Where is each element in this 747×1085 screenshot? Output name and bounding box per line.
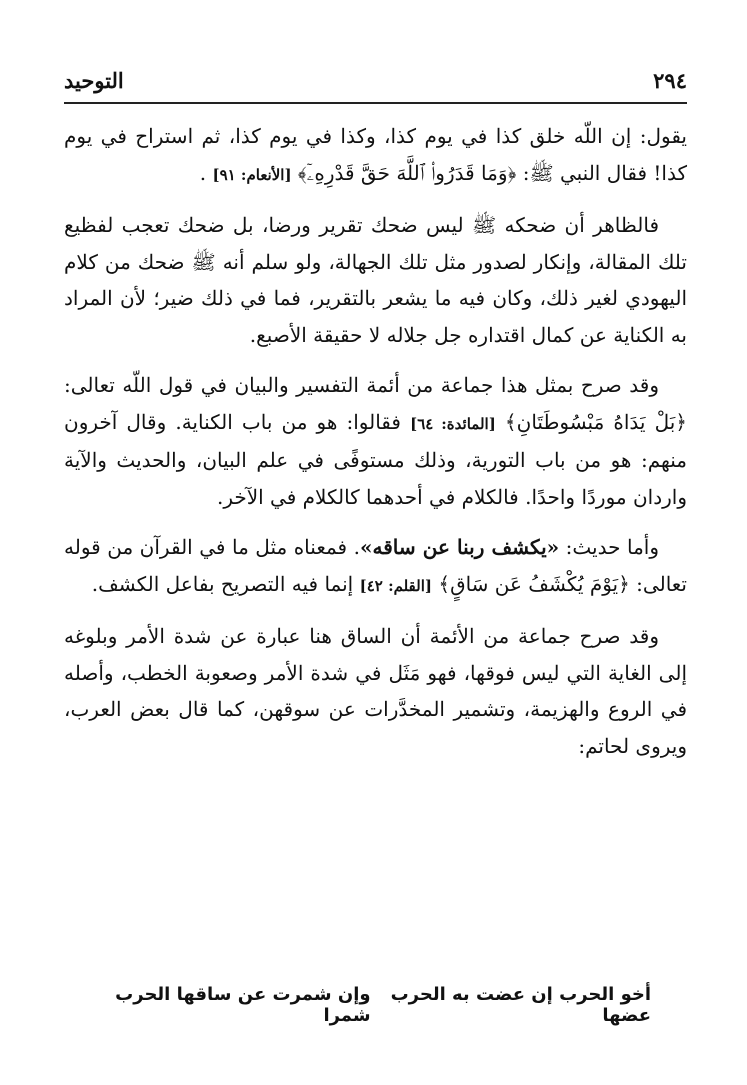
page-header — [64, 64, 687, 96]
hadith-quote: «يكشف ربنا عن ساقه» — [359, 535, 560, 559]
page-body — [64, 118, 687, 778]
text-segment — [496, 410, 505, 434]
running-title: التوحيد — [64, 67, 124, 93]
text-segment: إنما فيه التصريح بفاعل الكشف. — [91, 571, 360, 596]
verse-reference: [القلم: ٤٢] — [359, 576, 432, 595]
paragraph-5 — [64, 618, 687, 764]
quran-verse: ﴿وَمَا قَدَرُوا۟ ٱللَّهَ حَقَّ قَدْرِهِۦٓ﴾ — [297, 160, 517, 185]
text-segment: وقد صرح جماعة من الأئمة أن الساق هنا عبارة عن شدة الأمر وبلوغه إلى الغاية التي ليس فوقها، فهو مَثَل في شدة الأمر وصعوبة الخطب، وأصله في الروع والهزيمة، وتشمير المخدَّرات عن سوقهن، كما قال بعض العرب، ويروى لحاتم: — [64, 624, 687, 758]
paragraph-3 — [64, 367, 687, 515]
page-number: ٢٩٤ — [653, 67, 687, 93]
paragraph-4 — [64, 529, 687, 604]
poem-second-hemistich: وإن شمرت عن ساقها الحرب شمرا — [115, 984, 371, 1026]
text-segment: وقد صرح بمثل هذا جماعة من أئمة التفسير والبيان في قول اللّه تعالى: — [64, 373, 659, 397]
verse-reference: [المائدة: ٦٤] — [410, 414, 496, 433]
poem-verse — [96, 984, 651, 1026]
paragraph-1 — [64, 118, 687, 193]
text-segment: يقول: إن اللّه خلق كذا في يوم كذا، وكذا في يوم كذا، ثم استراح في يوم كذا! فقال النبي ﷺ: — [64, 124, 687, 185]
paragraph-2 — [64, 207, 687, 353]
text-segment: وأما حديث: — [559, 535, 659, 559]
text-segment: فالظاهر أن ضحكه ﷺ ليس ضحك تقرير ورضا، بل ضحك تعجب لفظيع تلك المقالة، وإنكار لصدور مثل تلك الجهالة، ولو سلم أنه ﷺ ضحك من كلام اليهودي لغير ذلك، وكان فيه ما يشعر بالتقرير، فما في ذلك ضير؛ لأن المراد به الكناية عن كمال اقتداره جل جلاله لا حقيقة الأصبع. — [64, 213, 687, 347]
text-segment: . — [199, 160, 213, 185]
quran-verse: ﴿بَلْ يَدَاهُ مَبْسُوطَتَانِ﴾ — [504, 409, 688, 434]
header-rule — [64, 102, 687, 104]
text-segment: فقالوا: هو من باب الكناية. وقال آخرون منهم: هو من باب التورية، وذلك مستوفًى في علم البيان، والحديث والآية واردان موردًا واحدًا. فالكلام في أحدهما كالكلام في الآخر. — [64, 409, 687, 509]
quran-verse: ﴿يَوْمَ يُكْشَفُ عَن سَاقٍ﴾ — [438, 571, 630, 596]
poem-first-hemistich: أخو الحرب إن عضت به الحرب عضها — [390, 984, 651, 1026]
verse-reference: [الأنعام: ٩١] — [212, 165, 292, 184]
text-segment: . فمعناه مثل ما في القرآن من قوله تعالى: — [64, 535, 687, 596]
